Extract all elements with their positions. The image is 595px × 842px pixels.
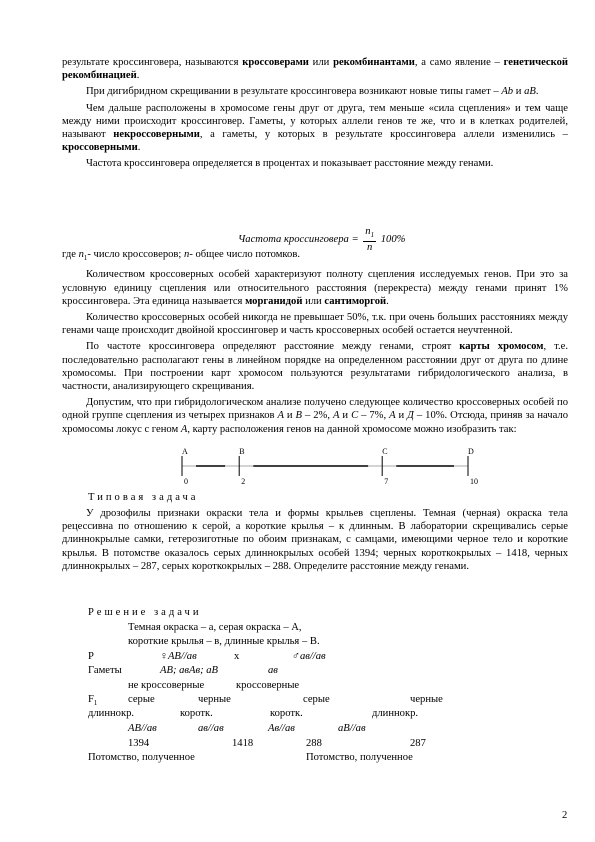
genotype2: ав//ав [198,723,224,734]
text-segment: А [389,410,396,422]
paragraph [62,396,568,436]
paragraph [62,56,568,82]
text-segment: - число кроссоверов; [87,249,185,260]
paragraph [62,102,568,155]
solution-heading: Решение задачи [88,607,202,618]
locus-value: 0 [184,477,188,486]
text-segment: и [283,410,296,422]
page-number: 2 [562,810,568,821]
offspring-label-2: Потомство, полученное [306,752,413,763]
task-heading: Типовая задача [88,492,199,503]
text-segment: Количество кроссоверных особей никогда не превышает 50%, т.к. при очень больших расстояниях между генами чаще происходит двойной кроссинговер и часть кроссоверных особей остается неучтенной. [62,311,568,337]
col1-top: серые [128,694,155,705]
text-segment: сантиморгой [324,295,387,307]
formula-num-sub: 1 [370,231,375,240]
col4-bottom: длиннокр. [372,708,419,719]
locus-label: D [468,447,474,456]
solution-line2: короткие крылья – в, длинные крылья – В. [128,636,320,647]
text-segment: По частоте кроссинговера определяют расстояние между генами, строят [86,341,460,353]
text-segment: кроссоверными [62,142,138,154]
text-segment: , а само явление – [414,57,504,68]
text-segment: Допустим, что при гибридологическом анализе получено следующее количество кроссоверных особей по одной группе сцепления из четырех признаков [62,397,568,422]
formula-right: 100% [380,234,406,245]
text-segment: А [332,410,340,422]
text-segment: - общее число потомков. [189,249,300,260]
text-segment: n [184,249,190,260]
text-segment: aB [524,86,536,98]
col2-bottom: коротк. [180,708,213,719]
text-segment: и [395,410,408,422]
col2-top: черные [198,694,231,705]
locus-label: A [182,447,188,456]
text-segment: Д [407,410,414,422]
col4-top: черные [410,694,443,705]
solution-line1: Темная окраска – а, серая окраска – А, [128,622,302,633]
text-segment: . [386,295,389,307]
text-segment: рекомбинантами [333,57,415,68]
text-segment: Чем дальше расположены в хромосоме гены друг от друга, тем меньше «сила сцепления» и тем чаще между ними происходит кроссинговер. Гаметы, у которых аллели генов те же, что и в клетках родителей, называют [62,102,568,141]
paragraph [62,340,568,393]
text-segment: n [78,249,84,260]
text-segment: – 2%, [302,410,333,422]
formula-num-letter: n [365,226,371,237]
text-block-intro [62,56,568,174]
genotype4: аВ//ав [338,723,366,734]
formula-left: Частота кроссинговера = [238,234,359,245]
locus-value: 2 [241,477,246,486]
text-block-main [62,248,568,439]
text-segment: результате кроссинговера, называются [62,57,243,68]
text-segment: , карту расположения генов на данной хромосоме можно изобразить так: [187,423,517,435]
col3-top: серые [303,694,330,705]
text-segment: , т.е. последовательно располагают гены в линейном порядке на определенном расстоянии друг от друга по длине хромосомы. При построении карт хромосом пользуются результатами гибридологического анализа, в частности, анализирующего скрещивания. [62,341,568,392]
female-genotype: ♀АВ//ав [160,651,197,662]
text-segment: , а гаметы, у которых в результате кроссинговера аллели изменились – [199,129,568,141]
male-gametes: ав [268,665,278,676]
task-text [62,507,568,576]
male-genotype: ♂ав//ав [292,651,326,662]
count3: 288 [306,738,322,749]
formula-numerator [363,226,376,242]
text-segment: С [351,410,359,422]
text-segment: 1 [83,254,88,263]
paragraph [62,85,568,98]
non-crossover-label: не кроссоверные [128,680,205,691]
text-segment: А [180,423,188,435]
col1-bottom: длиннокр. [88,708,135,719]
parents-label: Р [88,651,94,662]
text-segment: При дигибридном скрещивании в результате кроссинговера возникают новые типы гамет – [86,86,502,98]
count2: 1418 [232,738,254,749]
text-segment: кроссоверами [242,57,309,68]
text-segment: некроссоверными [113,129,200,141]
text-segment: . [137,142,141,154]
formula-denominator: n [367,242,373,254]
text-segment: и [513,86,525,98]
f1-sub: 1 [93,699,98,708]
text-segment: – 10%. Отсюда, приняв за начало хромосомы локус с геном [62,410,569,435]
paragraph [62,268,568,308]
text-segment: карты хромосом [459,341,544,353]
genotype3: Ав//ав [268,723,295,734]
text-segment: Ab [501,86,514,98]
task-paragraph: У дрозофилы признаки окраски тела и формы крыльев сцеплены. Темная (черная) окраска тела рецессивна по отношению к серой, а короткие крылья – к длинным. В лаборатории скрещивались серые длиннокрылые самки, гетерозиготные по обоим признакам, с самцами, имеющими черное тело и короткие крылья. В потомстве оказалось серых длиннокрылых особей 1394; черных короткокрылых – 1418, черных длиннокрылых – 287, серых короткокрылых – 288. Определите расстояние между генами. [62,508,568,572]
count1: 1394 [128,738,150,749]
offspring-label-1: Потомство, полученное [88,752,195,763]
text-segment: В [295,410,303,422]
text-segment: . [136,70,140,82]
text-segment: или [302,295,325,307]
text-segment: или [308,57,334,68]
paragraph [62,157,568,170]
text-segment: где [62,249,79,260]
cross-sign: х [234,651,240,662]
chromosome-map [176,446,476,486]
count4: 287 [410,738,426,749]
text-segment: генетической рекомбинацией [62,57,568,82]
text-segment: Количеством кроссоверных особей характеризуют полноту сцепления исследуемых генов. При это за условную единицу сцепления или относительного расстояния (перекреста) между генами принят 1% кроссинговера. Эта единица называется [62,269,568,307]
paragraph [62,248,568,265]
text-segment: и [339,410,352,422]
locus-label: B [239,447,245,456]
text-segment: А [277,410,284,422]
female-gametes: АВ; авАв; аВ [160,665,219,676]
crossover-label: кроссоверные [236,680,300,691]
locus-value: 10 [470,477,478,486]
col3-bottom: коротк. [270,708,303,719]
text-segment: . [535,86,539,98]
gametes-label: Гаметы [88,665,122,676]
genotype1: АВ//ав [128,723,157,734]
f1-letter: F [88,694,94,705]
text-segment: морганидой [245,295,303,307]
locus-value: 7 [384,477,389,486]
text-segment: – 7%, [358,410,390,422]
locus-label: C [382,447,388,456]
paragraph [62,311,568,337]
text-segment: Частота кроссинговера определяется в процентах и показывает расстояние между генами. [86,158,494,170]
